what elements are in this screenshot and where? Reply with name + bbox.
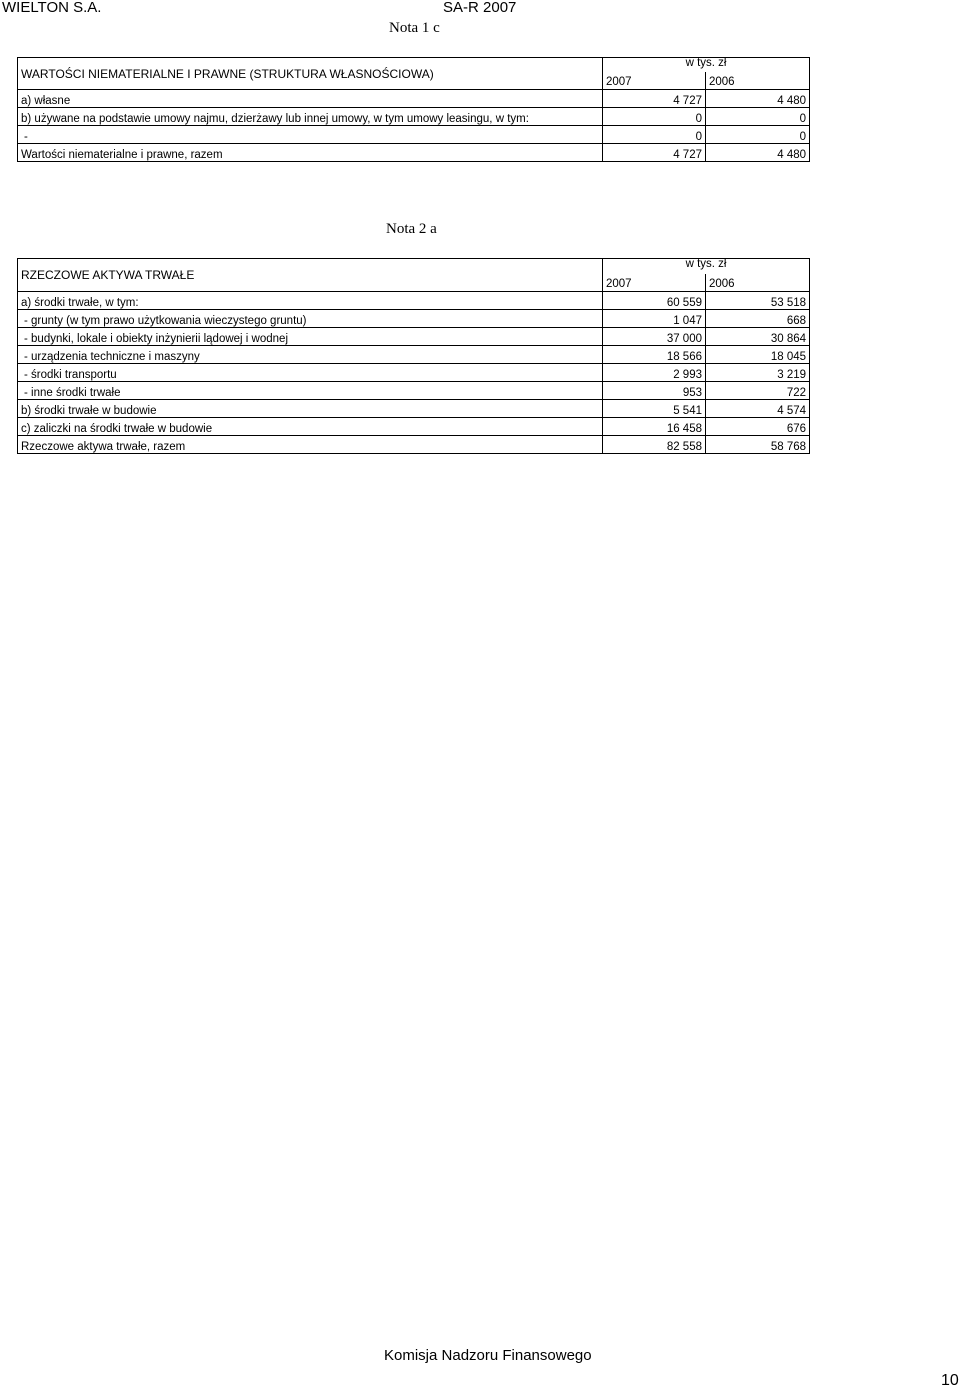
table-row	[18, 400, 810, 418]
table-row	[18, 418, 810, 436]
table-row	[18, 328, 810, 346]
value-2007: 0	[603, 108, 706, 126]
nota-2a-table	[17, 258, 810, 454]
nota-1c-year-2007: 2007	[603, 72, 706, 90]
company-name: WIELTON S.A.	[2, 0, 102, 16]
value-2006: 676	[706, 418, 810, 436]
value-2006: 58 768	[706, 436, 810, 454]
nota-1c-table	[17, 57, 810, 162]
table-row	[18, 90, 810, 108]
value-2007: 1 047	[603, 310, 706, 328]
table-row	[18, 346, 810, 364]
nota-2a-label: Nota 2 a	[386, 221, 437, 237]
row-label: - urządzenia techniczne i maszyny	[18, 346, 603, 364]
value-2007: 5 541	[603, 400, 706, 418]
row-label: - środki transportu	[18, 364, 603, 382]
nota-2a-title: RZECZOWE AKTYWA TRWAŁE	[18, 259, 603, 292]
table-row	[18, 310, 810, 328]
value-2007: 18 566	[603, 346, 706, 364]
nota-2a-unit: w tys. zł	[603, 259, 810, 274]
value-2007: 2 993	[603, 364, 706, 382]
table-row	[18, 126, 810, 144]
value-2006: 3 219	[706, 364, 810, 382]
value-2007: 953	[603, 382, 706, 400]
value-2006: 4 480	[706, 90, 810, 108]
nota-1c-unit: w tys. zł	[603, 58, 810, 72]
nota-1c-label: Nota 1 c	[389, 20, 440, 36]
row-label: Rzeczowe aktywa trwałe, razem	[18, 436, 603, 454]
footer-text: Komisja Nadzoru Finansowego	[384, 1347, 592, 1364]
nota-1c-title: WARTOŚCI NIEMATERIALNE I PRAWNE (STRUKTURA WŁASNOŚCIOWA)	[18, 58, 603, 90]
value-2006: 4 480	[706, 144, 810, 162]
value-2007: 0	[603, 126, 706, 144]
page-number: 10	[941, 1372, 959, 1389]
nota-1c-year-2006: 2006	[706, 72, 810, 90]
table-row	[18, 364, 810, 382]
value-2007: 4 727	[603, 144, 706, 162]
row-label: - inne środki trwałe	[18, 382, 603, 400]
row-label: a) środki trwałe, w tym:	[18, 292, 603, 310]
value-2006: 18 045	[706, 346, 810, 364]
row-label: - grunty (w tym prawo użytkowania wieczystego gruntu)	[18, 310, 603, 328]
row-label: b) używane na podstawie umowy najmu, dzierżawy lub innej umowy, w tym umowy leasingu, w tym:	[18, 108, 603, 126]
row-label: Wartości niematerialne i prawne, razem	[18, 144, 603, 162]
value-2007: 16 458	[603, 418, 706, 436]
nota-2a-year-2007: 2007	[603, 274, 706, 292]
table-row	[18, 382, 810, 400]
nota-2a-year-2006: 2006	[706, 274, 810, 292]
value-2007: 37 000	[603, 328, 706, 346]
value-2007: 4 727	[603, 90, 706, 108]
row-label: c) zaliczki na środki trwałe w budowie	[18, 418, 603, 436]
table-row	[18, 292, 810, 310]
table-row	[18, 108, 810, 126]
value-2006: 668	[706, 310, 810, 328]
value-2006: 0	[706, 126, 810, 144]
table-row-total	[18, 436, 810, 454]
value-2006: 0	[706, 108, 810, 126]
row-label: - budynki, lokale i obiekty inżynierii lądowej i wodnej	[18, 328, 603, 346]
table-row-total	[18, 144, 810, 162]
report-id: SA-R 2007	[443, 0, 517, 16]
value-2007: 60 559	[603, 292, 706, 310]
value-2006: 4 574	[706, 400, 810, 418]
value-2006: 53 518	[706, 292, 810, 310]
row-label: a) własne	[18, 90, 603, 108]
value-2006: 722	[706, 382, 810, 400]
value-2006: 30 864	[706, 328, 810, 346]
row-label: b) środki trwałe w budowie	[18, 400, 603, 418]
row-label: -	[18, 126, 603, 144]
value-2007: 82 558	[603, 436, 706, 454]
